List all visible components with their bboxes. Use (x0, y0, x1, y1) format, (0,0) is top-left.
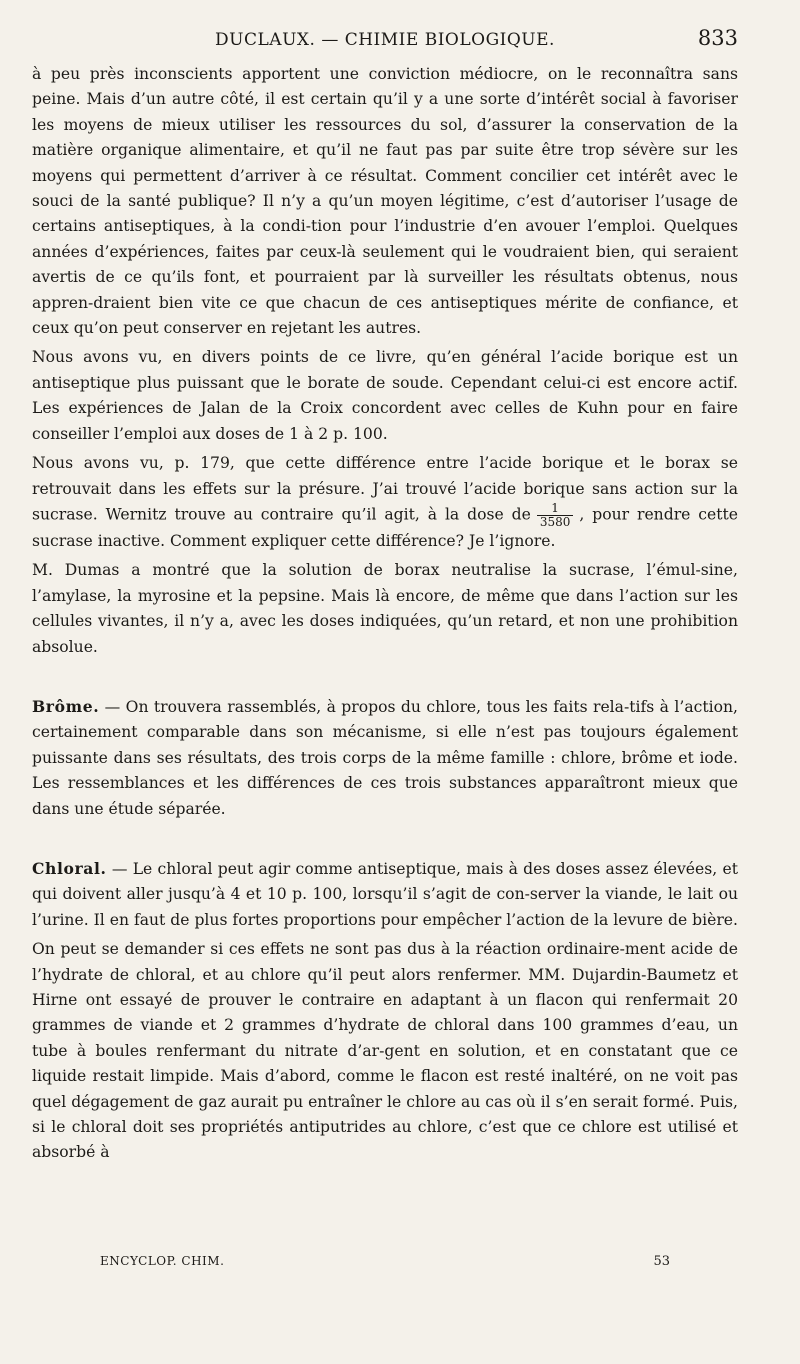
page-body (32, 62, 738, 1166)
section-brome (32, 694, 738, 822)
brome-heading: Brôme. (32, 696, 100, 716)
chloral-heading: Chloral. (32, 858, 107, 878)
paragraph-4: M. Dumas a montré que la solution de borax neutralise la sucrase, l’émul-sine, l’amylase, la myrosine et la pepsine. Mais là encore, de même que dans l’action sur les cellules vivantes, il n’y a, avec les doses indiquées, qu’un retard, et non une prohibition absolue. (32, 561, 738, 656)
section-chloral (32, 856, 738, 933)
fraction-denominator: 3580 (539, 514, 571, 529)
chloral-text: — Le chloral peut agir comme antiseptique, mais à des doses assez élevées, et qui doivent aller jusqu’à 4 et 10 p. 100, lorsqu’il s’agit de con-server la viande, le lait ou l’urine. Il en faut de plus fortes proportions pour empêcher l’action de la levure de bière. (32, 859, 738, 929)
page-number: 833 (697, 26, 738, 50)
fraction-numerator: 1 (537, 502, 574, 516)
paragraph-3-after: , pour rendre cette sucrase inactive. Comment expliquer cette différence? Je l’ignore. (32, 505, 738, 550)
page-footer (100, 1254, 670, 1276)
paragraph-5: On peut se demander si ces effets ne sont pas dus à la réaction ordinaire-ment acide de l’hydrate de chloral, et au chlore qu’il peut alors renfermer. MM. Dujardin-Baumetz et Hirne ont essayé de prouver le contraire en adaptant à un flacon qui renfermait 20 grammes de viande et 2 grammes d’hydrate de chloral dans 100 grammes d’eau, un tube à boules renfermant du nitrate d’ar-gent en solution, et en constatant que ce liquide restait limpide. Mais d’abord, comme le flacon est resté inaltéré, on ne voit pas quel dégagement de gaz aurait pu entraîner le chlore au cas où il s’en serait formé. Puis, si le chloral doit ses propriétés antiputrides au chlore, c’est que ce chlore est utilisé et absorbé à (32, 940, 739, 1162)
footer-signature: ENCYCLOP. CHIM. (100, 1254, 225, 1268)
paragraph-3 (32, 451, 738, 554)
dose-fraction (537, 502, 574, 529)
running-title: DUCLAUX. — CHIMIE BIOLOGIQUE. (215, 30, 555, 50)
footer-sheet-number: 53 (653, 1254, 670, 1269)
page-header (32, 26, 738, 54)
paragraph-1: à peu près inconscients apportent une conviction médiocre, on le reconnaîtra sans peine. Mais d’un autre côté, il est certain qu’il y a une sorte d’intérêt social à favoriser les moyens de mieux utiliser les ressources du sol, d’assurer la conservation de la matière organique alimentaire, et qu’il ne faut pas par suite être trop sévère sur les moyens qui permettent d’arriver à ce résultat. Comment concilier cet intérêt avec le souci de la santé publique? Il n’y a qu’un moyen légitime, c’est d’autoriser l’usage de certains antiseptiques, à la condi-tion pour l’industrie d’en avouer l’emploi. Quelques années d’expériences, faites par ceux-là seulement qui le voudraient bien, qui seraient avertis de ce qu’ils font, et pourraient par là surveiller les résultats obtenus, nous appren-draient bien vite ce que chacun de ces antiseptiques mérite de confiance, et ceux qu’on peut conserver en rejetant les autres. (32, 65, 738, 338)
brome-text: — On trouvera rassemblés, à propos du chlore, tous les faits rela-tifs à l’action, certainement comparable dans son mécanisme, si elle n’est pas toujours également puissante dans ses résultats, des trois corps de la même famille : chlore, brôme et iode. Les ressemblances et les différences de ces trois substances apparaîtront mieux que dans une étude séparée. (32, 697, 738, 818)
paragraph-2: Nous avons vu, en divers points de ce livre, qu’en général l’acide borique est un antiseptique plus puissant que le borate de soude. Cependant celui-ci est encore actif. Les expériences de Jalan de la Croix concordent avec celles de Kuhn pour en faire conseiller l’emploi aux doses de 1 à 2 p. 100. (32, 348, 738, 443)
paragraph-3-before: Nous avons vu, p. 179, que cette différence entre l’acide borique et le borax se retrouvait dans les effets sur la présure. J’ai trouvé l’acide borique sans action sur la sucrase. Wernitz trouve au contraire qu’il agit, à la dose de (32, 454, 738, 524)
